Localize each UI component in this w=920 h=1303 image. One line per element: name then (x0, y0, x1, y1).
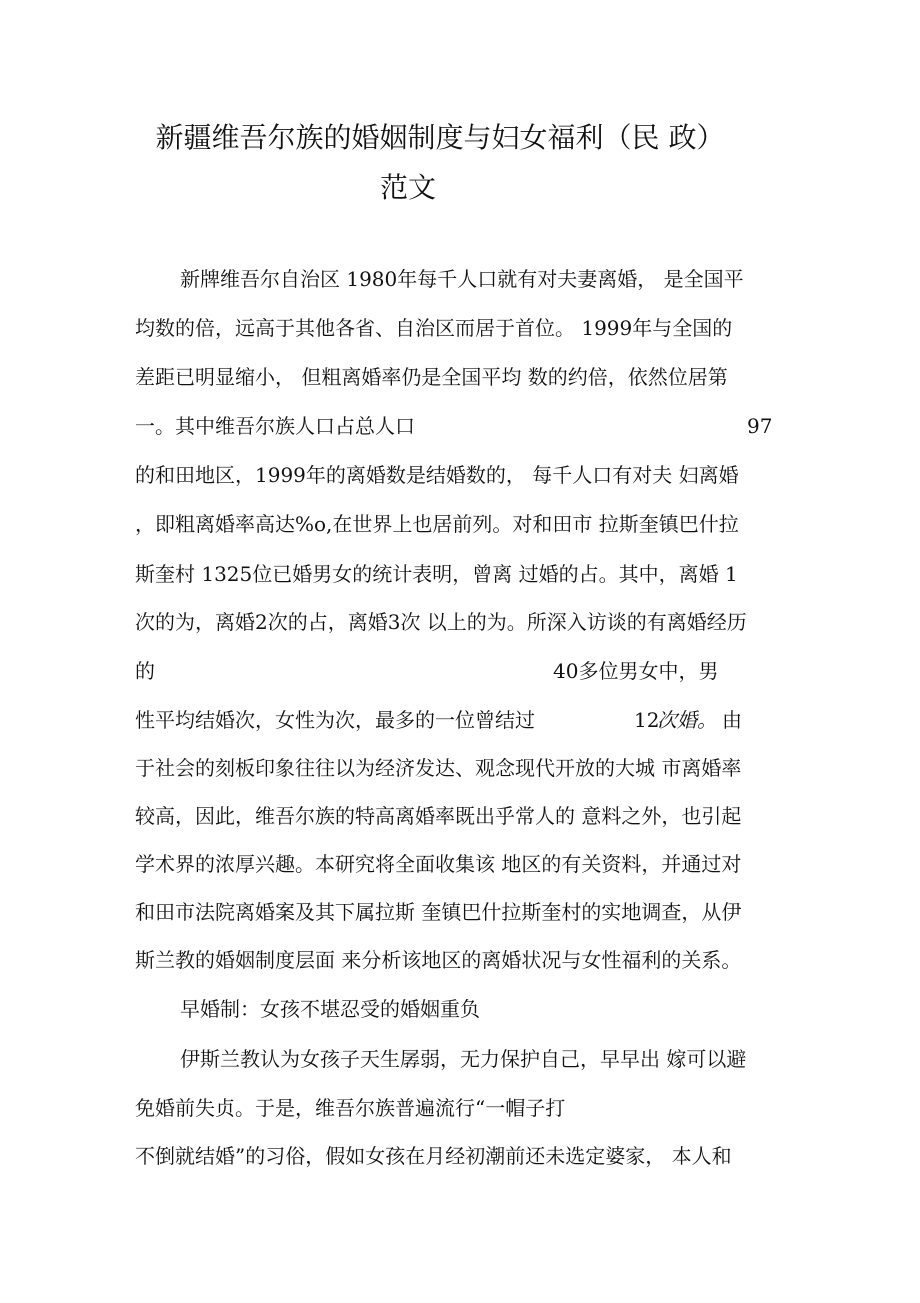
paragraph-line: 较高，因此，维吾尔族的特高离婚率既出乎常人的 意料之外，也引起 (135, 804, 742, 828)
paragraph-line: 新牌维吾尔自治区 1980年每千人口就有对夫妻离婚， 是全国平 (180, 267, 744, 291)
paragraph-line: 一。其中维吾尔族人口占总人口 (135, 414, 415, 438)
document-title-continued: 范文 (379, 171, 436, 204)
paragraph-line-fragment-italic: 次婚。 (657, 708, 717, 732)
section-heading: 早婚制：女孩不堪忍受的婚姻重负 (180, 997, 480, 1021)
paragraph-line: 不倒就结婚”的习俗，假如女孩在月经初潮前还未选定婆家， 本人和 (135, 1144, 732, 1168)
paragraph-line: 的和田地区，1999年的离婚数是结婚数的， 每千人口有对夫 妇离婚 (135, 463, 739, 487)
paragraph-line: 伊斯兰教认为女孩子天生孱弱，无力保护自己，早早出 嫁可以避 (180, 1047, 747, 1071)
paragraph-line: 均数的倍，远高于其他各省、自治区而居于首位。 1999年与全国的 (135, 316, 733, 340)
paragraph-line-fragment: 97 (747, 414, 773, 438)
paragraph-line: 性平均结婚次，女性为次，最多的一位曾结过 (135, 708, 535, 732)
paragraph-line: 免婚前失贞。于是，维吾尔族普遍流行“一帽子打 (135, 1096, 566, 1120)
paragraph-line: 于社会的刻板印象往往以为经济发达、观念现代开放的大城 市离婚率 (135, 756, 742, 780)
paragraph-line: 次的为，离婚2次的占，离婚3次 以上的为。所深入访谈的有离婚经历 (135, 610, 747, 634)
paragraph-line: ，即粗离婚率高达%o,在世界上也居前列。对和田市 拉斯奎镇巴什拉 (135, 512, 739, 536)
paragraph-line: 和田市法院离婚案及其下属拉斯 奎镇巴什拉斯奎村的实地调查，从伊 (135, 900, 742, 924)
paragraph-line-fragment: 由 (722, 708, 742, 732)
paragraph-line: 斯兰教的婚姻制度层面 来分析该地区的离婚状况与女性福利的关系。 (135, 948, 742, 972)
paragraph-line-fragment: 40多位男女中，男 (553, 659, 719, 683)
paragraph-line: 的 (135, 659, 155, 683)
paragraph-line: 斯奎村 1325位已婚男女的统计表明，曾离 过婚的占。其中，离婚 1 (135, 562, 738, 586)
paragraph-line-fragment: 12 (634, 708, 660, 732)
paragraph-line: 学术界的浓厚兴趣。本研究将全面收集该 地区的有关资料，并通过对 (135, 852, 742, 876)
document-title: 新疆维吾尔族的婚姻制度与妇女福利（民 政） (155, 121, 725, 154)
paragraph-line: 差距已明显缩小， 但粗离婚率仍是全国平均 数的约倍，依然位居第 (135, 365, 728, 389)
